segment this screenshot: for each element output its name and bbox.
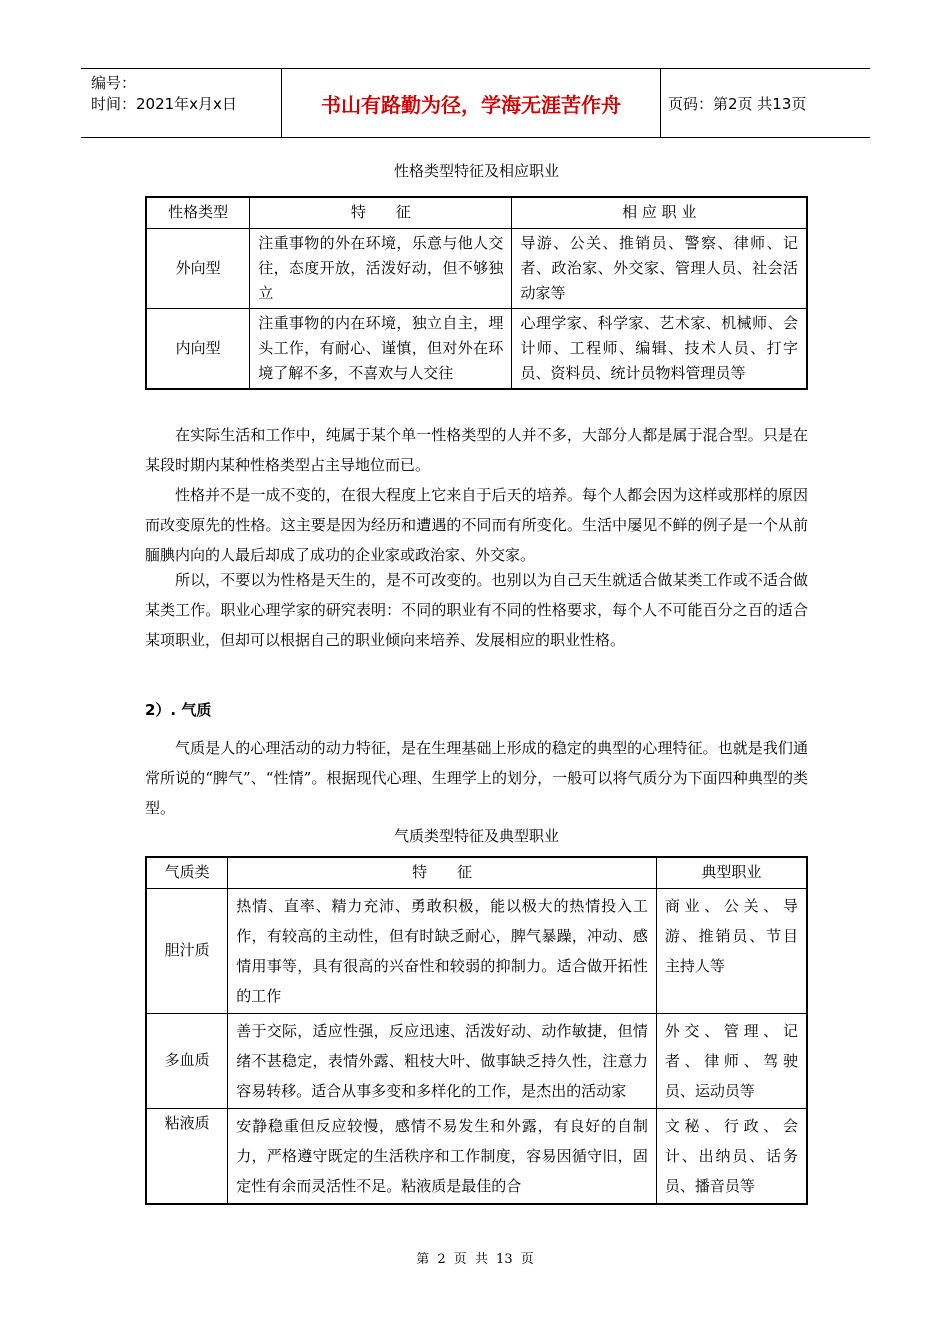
- header-cell: 特 征: [250, 197, 512, 228]
- section-heading: 2）. 气质: [145, 701, 212, 719]
- type-cell: 多血质: [146, 1013, 228, 1108]
- header-cell: 气质类: [146, 857, 228, 888]
- document-time: 时间：2021年x月x日: [91, 95, 237, 113]
- table1-caption: 性格类型特征及相应职业: [393, 162, 559, 180]
- jobs-cell: 外交、管理、记者、律师、驾驶员、运动员等: [656, 1013, 807, 1108]
- feature-cell: 注重事物的外在环境，乐意与他人交往，态度开放，活泼好动，但不够独立: [250, 228, 512, 308]
- page-footer: 第 2 页 共 13 页: [416, 1252, 534, 1267]
- table-row: [146, 888, 807, 1013]
- jobs-cell: 文秘、行政、会计、出纳员、话务员、播音员等: [656, 1108, 807, 1204]
- paragraph: 在实际生活和工作中，纯属于某个单一性格类型的人并不多，大部分人都是属于混合型。只是在某段时期内某种性格类型占主导地位而已。: [145, 426, 808, 474]
- jobs-cell: 心理学家、科学家、艺术家、机械师、会计师、工程师、编辑、技术人员、打字员、资料员、统计员物料管理员等: [512, 308, 807, 389]
- table-header-row: [146, 197, 807, 228]
- header-cell: 典型职业: [656, 857, 807, 888]
- jobs-cell: 导游、公关、推销员、警察、律师、记者、政治家、外交家、管理人员、社会活动家等: [512, 228, 807, 308]
- feature-cell: 注重事物的内在环境，独立自主，埋头工作，有耐心、谨慎，但对外在环境了解不多，不喜欢与人交往: [250, 308, 512, 389]
- feature-cell: 安静稳重但反应较慢，感情不易发生和外露，有良好的自制力，严格遵守既定的生活秩序和工作制度，容易因循守旧，固定性有余而灵活性不足。粘液质是最佳的合: [228, 1108, 657, 1204]
- paragraph: 性格并不是一成不变的，在很大程度上它来自于后天的培养。每个人都会因为这样或那样的原因而改变原先的性格。这主要是因为经历和遭遇的不同而有所变化。生活中屡见不鲜的例子是一个从前腼腆内向的人最后却成了成功的企业家或政治家、外交家。: [145, 486, 808, 564]
- header-cell: 相 应 职 业: [512, 197, 807, 228]
- table2-caption: 气质类型特征及典型职业: [393, 827, 559, 845]
- header-page-number: 页码：第2页 共13页: [668, 94, 807, 113]
- document-number: 编号：: [91, 74, 137, 92]
- type-cell: 胆汁质: [146, 888, 228, 1013]
- paragraph: 所以，不要以为性格是天生的，是不可改变的。也别以为自己天生就适合做某类工作或不适合做某类工作。职业心理学家的研究表明：不同的职业有不同的性格要求，每个人不可能百分之百的适合某项职业，但却可以根据自己的职业倾向来培养、发展相应的职业性格。: [145, 571, 808, 649]
- type-cell: 内向型: [146, 308, 250, 389]
- table-row: [146, 1108, 807, 1204]
- temperament-table: [145, 856, 808, 1205]
- table-row: [146, 308, 807, 389]
- page-header: [81, 68, 870, 138]
- jobs-cell: 商业、公关、导游、推销员、节目主持人等: [656, 888, 807, 1013]
- type-cell: 粘液质: [146, 1108, 228, 1204]
- paragraph: 气质是人的心理活动的动力特征，是在生理基础上形成的稳定的典型的心理特征。也就是我们通常所说的“脾气”、“性情”。根据现代心理、生理学上的划分，一般可以将气质分为下面四种典型的类型。: [145, 739, 808, 817]
- header-cell: 性格类型: [146, 197, 250, 228]
- table-header-row: [146, 857, 807, 888]
- feature-cell: 热情、直率、精力充沛、勇敢积极，能以极大的热情投入工作，有较高的主动性，但有时缺乏耐心，脾气暴躁，冲动、感情用事等，具有很高的兴奋性和较弱的抑制力。适合做开拓性的工作: [228, 888, 657, 1013]
- feature-cell: 善于交际，适应性强，反应迅速、活泼好动、动作敏捷，但情绪不甚稳定，表情外露、粗枝大叶、做事缺乏持久性，注意力容易转移。适合从事多变和多样化的工作，是杰出的活动家: [228, 1013, 657, 1108]
- personality-table: [145, 196, 808, 390]
- type-cell: 外向型: [146, 228, 250, 308]
- header-motto: 书山有路勤为径，学海无涯苦作舟: [281, 69, 661, 137]
- table-row: [146, 228, 807, 308]
- header-meta: [81, 69, 281, 137]
- table-row: [146, 1013, 807, 1108]
- header-cell: 特 征: [228, 857, 657, 888]
